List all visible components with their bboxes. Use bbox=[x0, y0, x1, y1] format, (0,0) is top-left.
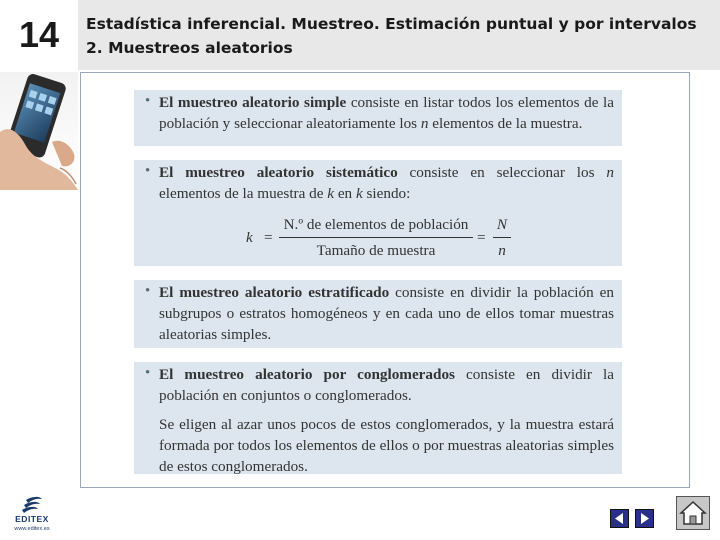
formula bbox=[134, 212, 622, 262]
formula-equals-2: = bbox=[477, 229, 486, 246]
card-text: El muestreo aleatorio estratificado consiste en dividir la población en subgrupos o estratos homogéneos y en cada uno de ellos tomar muestras aleatorias simples. bbox=[159, 284, 614, 343]
bullet: • bbox=[145, 93, 151, 109]
formula-numerator: N.º de elementos de población bbox=[283, 216, 469, 233]
card-term: El muestreo aleatorio estratificado bbox=[159, 284, 390, 301]
card-term: El muestreo aleatorio por conglomerados bbox=[159, 366, 455, 383]
card-text: El muestreo aleatorio simple consiste en listar todos los elementos de la población y seleccionar aleatoriamente los n elementos de la muestra. bbox=[159, 94, 614, 132]
prev-arrow-icon bbox=[611, 510, 628, 527]
bullet: • bbox=[145, 365, 151, 381]
prev-button[interactable] bbox=[610, 509, 629, 528]
card-term: El muestreo aleatorio simple bbox=[159, 94, 347, 111]
bullet: • bbox=[145, 283, 151, 299]
formula-denominator: Tamaño de muestra bbox=[316, 242, 436, 259]
card-muestreo-conglomerados bbox=[134, 362, 622, 474]
formula-lhs: k bbox=[246, 229, 253, 246]
fraction-bar-2 bbox=[493, 237, 511, 238]
fraction-bar bbox=[279, 237, 473, 238]
formula-equals: = bbox=[264, 229, 273, 246]
logo-url: www.editex.es bbox=[14, 526, 50, 532]
card-muestreo-sistematico bbox=[134, 160, 622, 266]
title-line-2: 2. Muestreos aleatorios bbox=[86, 39, 293, 57]
next-button[interactable] bbox=[635, 509, 654, 528]
card-muestreo-simple bbox=[134, 90, 622, 146]
logo-text: EDITEX bbox=[15, 514, 49, 524]
card-term: El muestreo aleatorio sistemático bbox=[159, 164, 398, 181]
bullet: • bbox=[145, 163, 151, 179]
formula-numerator-2: N bbox=[496, 216, 508, 233]
card-text-2: Se eligen al azar unos pocos de estos conglomerados, y la muestra estará formada por todos los elementos de ellos o por muestras aleatorias simples de estos conglomerados. bbox=[159, 416, 614, 475]
home-button[interactable] bbox=[676, 496, 710, 530]
chapter-number: 14 bbox=[18, 14, 60, 55]
card-muestreo-estratificado bbox=[134, 280, 622, 348]
formula-fraction-2 bbox=[493, 214, 511, 261]
formula-denominator-2: n bbox=[498, 242, 506, 259]
phone-photo bbox=[0, 72, 78, 190]
home-icon bbox=[677, 497, 709, 529]
page-title bbox=[86, 12, 716, 60]
card-text: El muestreo aleatorio sistemático consiste en seleccionar los n elementos de la muestra de k en k siendo: bbox=[159, 164, 614, 202]
editex-logo bbox=[6, 496, 58, 536]
title-line-1: Estadística inferencial. Muestreo. Estimación puntual y por intervalos bbox=[86, 15, 697, 33]
formula-fraction bbox=[279, 214, 473, 261]
card-text: El muestreo aleatorio por conglomerados consiste en dividir la población en conjuntos o conglomerados. bbox=[159, 366, 614, 404]
next-arrow-icon bbox=[636, 510, 653, 527]
